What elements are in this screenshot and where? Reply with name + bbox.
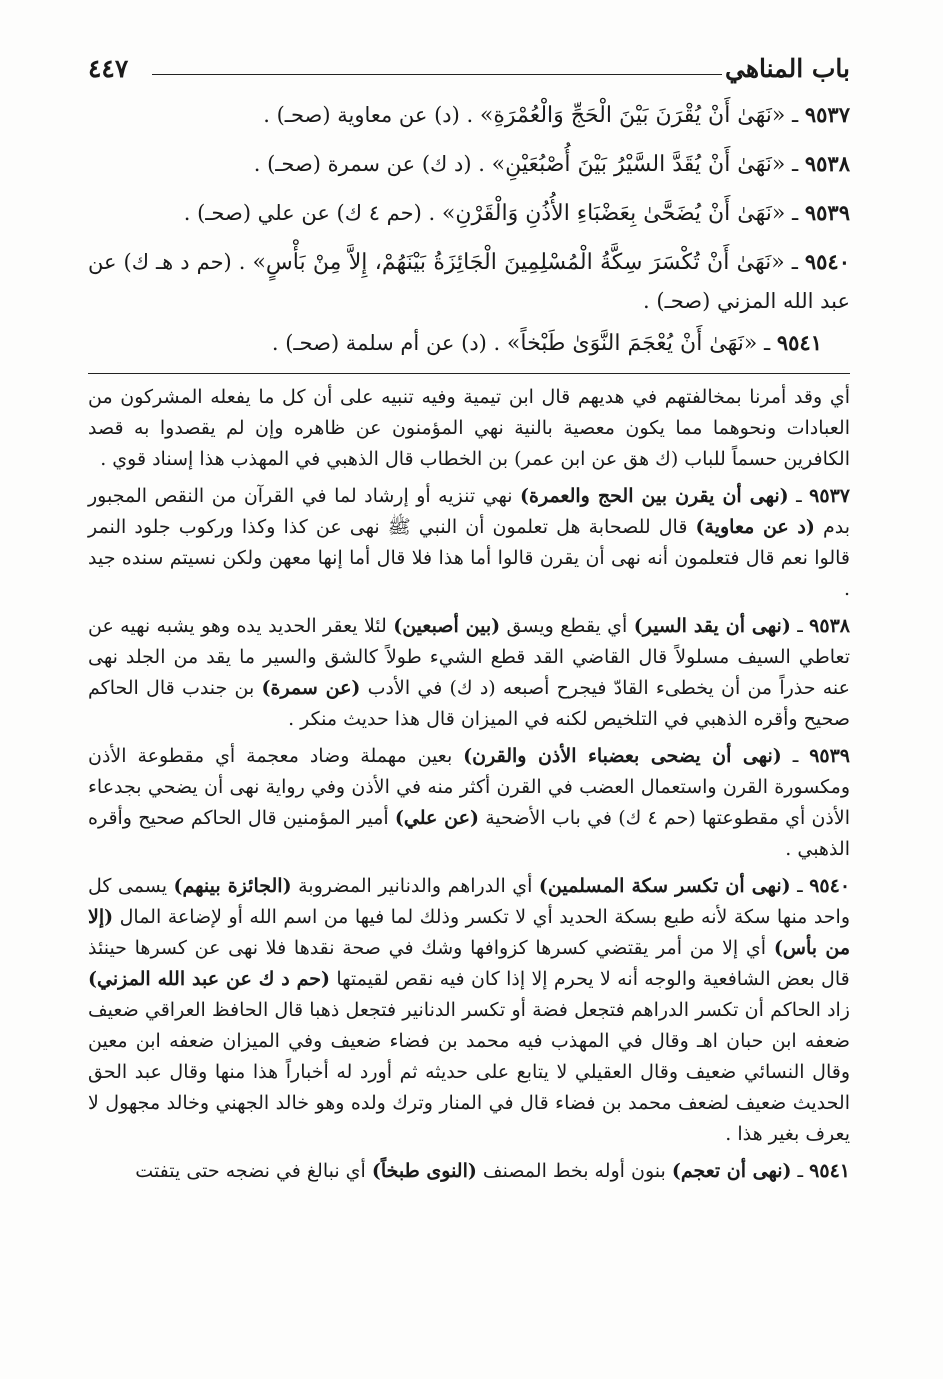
page-number: ٤٤٧ xyxy=(88,54,129,83)
commentary-9538: ٩٥٣٨ ـ (نهى أن يقد السير) أي يقطع ويسق (بين أصبعين) لئلا يعقر الحديد يده وهو يشبه نهيه عن تعاطي السيف مسلولاً قال القاضي القد قطع الشيء طولاً كالشق والسير ما يقد من الجلد نهى عنه حذراً من أن يخطىء القادّ فيجرح أصبعه (د ك) في الأدب (عن سمرة) بن جندب قال الحاكم صحيح وأقره الذهبي في التلخيص لكنه في الميزان قال هذا حديث منكر . xyxy=(88,615,850,730)
commentary-heading: (نهى أن تعجم) xyxy=(671,1160,792,1182)
commentary-text: زاد الحاكم أن تكسر الدراهم فتجعل فضة أو تكسر الدنانير فتجعل ذهبا قال الحافظ العراقي ضعيف ضعفه ابن حبان اهـ وقال في المهذب فيه محمد بن فضاء ضعيف وفي الميزان ضعفه ابن معين وقال النسائي ضعيف وقال العقيلي لا يتابع على حديثه ثم أورد له أخباراً هذا منها وقال عبد الحق الحديث ضعيف لضعف محمد بن فضاء قال في المنار وترك ولده وهو خالد الجهني وخالد مجهول لا يعرف بغير هذا . xyxy=(88,999,850,1145)
hadith-number: ٩٥٤٠ xyxy=(804,249,850,274)
hadith-text: «نَهَىٰ أَنْ يُقْرَنَ بَيْنَ الْحَجِّ وَالْعُمْرَةِ» xyxy=(479,103,786,128)
commentary-text: أي يقطع ويسق xyxy=(506,615,628,637)
commentary-text: لئلا يعقر الحديد يده وهو يشبه نهيه عن تعاطي السيف مسلولاً قال القاضي القد قطع الشيء طولاً كالشق والسير ما يقد من الجلد نهى عنه حذراً من أن يخطىء القادّ فيجرح أصبعه (د ك) في الأدب xyxy=(88,615,850,699)
hadith-source: (د) عن معاوية (صحـ) . xyxy=(263,103,460,127)
hadith-9537: ٩٥٣٧ ـ «نَهَىٰ أَنْ يُقْرَنَ بَيْنَ الْحَجِّ وَالْعُمْرَةِ» . (د) عن معاوية (صحـ) . xyxy=(263,102,850,128)
hadith-number: ٩٥٣٧ xyxy=(804,102,850,127)
commentary-reference: (عن سمرة) xyxy=(261,677,361,699)
commentary-text: أي الدراهم والدنانير المضروبة xyxy=(298,875,533,897)
hadith-9539: ٩٥٣٩ ـ «نَهَىٰ أَنْ يُضَحَّىٰ بِعَضْبَاءِ الأُذُنِ وَالْقَرْنِ» . (حم ٤ ك) عن علي (صحـ) . xyxy=(183,200,850,226)
commentary-intro: أي وقد أمرنا بمخالفتهم في هديهم قال ابن تيمية وفيه تنبيه على أن كل ما يفعله المشركون من العبادات ونحوهما مما يكون معصية بالنية نهي المؤمنون عن ظاهره وإن لم يقصدوا به قصد الكافرين حسماً للباب (ك هق عن ابن عمر) بن الخطاب قال الذهبي في المهذب هذا إسناد قوي . xyxy=(88,386,850,470)
commentary-number: ٩٥٣٩ xyxy=(809,745,851,767)
hadith-9540: ٩٥٤٠ ـ «نَهَىٰ أَنْ تُكْسَرَ سِكَّةُ الْمُسْلِمِينَ الْجَائِزَةُ بَيْنَهُمْ، إِلاَّ مِنْ بَأْسٍ» . (حم د هـ ك) عن عبد الله المزني (صحـ) . xyxy=(88,249,850,313)
hadith-number: ٩٥٤١ xyxy=(776,330,822,355)
commentary-text: أي إلا من أمر يقتضي كسرها كزوافها وشك في صحة نقدها فلا نهى عن كسرها حينئذ قال بعض الشافعية والوجه أنه لا يحرم إلا إذا كان فيه نقص لقيمتها xyxy=(88,937,850,990)
commentary-heading: (نهى أن يضحى بعضباء الأذن والقرن) xyxy=(463,745,782,767)
commentary-number: ٩٥٤٠ xyxy=(809,875,851,897)
commentary-number: ٩٥٤١ xyxy=(809,1160,850,1182)
hadith-source: (د) عن أم سلمة (صحـ) . xyxy=(271,331,487,355)
commentary-text: قال للصحابة هل تعلمون أن النبي ﷺ نهى عن كذا وكذا وركوب جلود النمر قالوا نعم قال فتعلمون أنه نهى أن يقرن قالوا أما هذا فلا قال أما إنها معهن ولكن نسيتم سنده جيد . xyxy=(88,516,850,600)
commentary-text: أي نبالغ في نضجه حتى يتفتت xyxy=(135,1160,366,1182)
commentary-9541: ٩٥٤١ ـ (نهى أن تعجم) بنون أوله بخط المصنف (النوى طبخاً) أي نبالغ في نضجه حتى يتفتت xyxy=(135,1160,850,1182)
commentary-heading: (نهى أن يقد السير) xyxy=(633,615,791,637)
commentary-quote: (إلا من بأس) xyxy=(88,906,851,959)
chapter-title: باب المناهي xyxy=(724,54,850,83)
commentary-number: ٩٥٣٨ xyxy=(809,615,850,637)
hadith-list xyxy=(88,96,850,363)
hadith-text: «نَهَىٰ أَنْ يُضَحَّىٰ بِعَضْبَاءِ الأُذُنِ وَالْقَرْنِ» xyxy=(441,201,786,226)
commentary-text: بعين مهملة وضاد معجمة أي مقطوعة الأذن ومكسورة القرن واستعمال العضب في القرن أكثر منه في الأذن وفي رواية نهى أن يضحي بجدعاء الأذن أي مقطوعتها (حم ٤ ك) في باب الأضحية xyxy=(88,745,850,829)
commentary-text: بنون أوله بخط المصنف xyxy=(482,1160,666,1182)
commentary-quote: (بين أصبعين) xyxy=(393,615,501,637)
commentary-text: أمير المؤمنين قال الحاكم صحيح وأقره الذهبي . xyxy=(88,807,850,860)
commentary-reference: (د عن معاوية) xyxy=(695,516,815,538)
page xyxy=(88,48,850,1193)
running-header xyxy=(88,48,850,88)
hadith-9541: ٩٥٤١ ـ «نَهَىٰ أَنْ يُعْجَمَ النَّوَىٰ طَبْخاً» . (د) عن أم سلمة (صحـ) . xyxy=(271,330,822,356)
hadith-source: (حم ٤ ك) عن علي (صحـ) . xyxy=(183,201,422,225)
hadith-text: «نَهَىٰ أَنْ يُعْجَمَ النَّوَىٰ طَبْخاً» xyxy=(506,331,758,356)
commentary xyxy=(88,382,850,1187)
section-divider xyxy=(88,373,850,374)
commentary-reference: (حم د ك عن عبد الله المزني) xyxy=(88,968,331,990)
commentary-9537: ٩٥٣٧ ـ (نهى أن يقرن بين الحج والعمرة) نهي تنزيه أو إرشاد لما في القرآن من النقص المجبور بدم (د عن معاوية) قال للصحابة هل تعلمون أن النبي ﷺ نهى عن كذا وكذا وركوب جلود النمر قالوا نعم قال فتعلمون أنه نهى أن يقرن قالوا أما هذا فلا قال أما إنها معهن ولكن نسيتم سنده جيد . xyxy=(88,485,850,600)
commentary-quote: (النوى طبخاً) xyxy=(371,1160,477,1182)
hadith-number: ٩٥٣٨ xyxy=(804,151,850,176)
hadith-number: ٩٥٣٩ xyxy=(804,200,850,225)
header-rule xyxy=(152,74,722,75)
hadith-9538: ٩٥٣٨ ـ «نَهَىٰ أَنْ يُقَدَّ السَّيْرُ بَيْنَ أُصْبُعَيْنِ» . (د ك) عن سمرة (صحـ) . xyxy=(253,151,850,177)
commentary-number: ٩٥٣٧ xyxy=(809,485,850,507)
commentary-reference: (عن علي) xyxy=(394,807,479,829)
commentary-9539: ٩٥٣٩ ـ (نهى أن يضحى بعضباء الأذن والقرن) بعين مهملة وضاد معجمة أي مقطوعة الأذن ومكسورة القرن واستعمال العضب في القرن أكثر منه في الأذن وفي رواية نهى أن يضحي بجدعاء الأذن أي مقطوعتها (حم ٤ ك) في باب الأضحية (عن علي) أمير المؤمنين قال الحاكم صحيح وأقره الذهبي . xyxy=(88,745,851,860)
commentary-text: بن جندب قال الحاكم صحيح وأقره الذهبي في التلخيص لكنه في الميزان قال هذا حديث منكر . xyxy=(88,677,850,730)
commentary-text: نهي تنزيه أو إرشاد لما في القرآن من النقص المجبور بدم xyxy=(88,485,850,538)
hadith-source: (حم د هـ ك) عن عبد الله المزني (صحـ) . xyxy=(88,250,850,313)
hadith-text: «نَهَىٰ أَنْ يُقَدَّ السَّيْرُ بَيْنَ أُصْبُعَيْنِ» xyxy=(491,152,786,177)
commentary-quote: (الجائزة بينهم) xyxy=(173,875,292,897)
commentary-text: يسمى كل واحد منها سكة لأنه طبع بسكة الحديد أي لا تكسر وذلك لما فيها من اسم الله أو لإضاعة المال xyxy=(88,875,850,928)
commentary-heading: (نهى أن يقرن بين الحج والعمرة) xyxy=(520,485,789,507)
hadith-source: (د ك) عن سمرة (صحـ) . xyxy=(253,152,472,176)
hadith-text: «نَهَىٰ أَنْ تُكْسَرَ سِكَّةُ الْمُسْلِمِينَ الْجَائِزَةُ بَيْنَهُمْ، إِلاَّ مِنْ بَأْسٍ» xyxy=(252,250,785,275)
commentary-heading: (نهى أن تكسر سكة المسلمين) xyxy=(538,875,791,897)
commentary-9540: ٩٥٤٠ ـ (نهى أن تكسر سكة المسلمين) أي الدراهم والدنانير المضروبة (الجائزة بينهم) يسمى كل واحد منها سكة لأنه طبع بسكة الحديد أي لا تكسر وذلك لما فيها من اسم الله أو لإضاعة المال (إلا من بأس) أي إلا من أمر يقتضي كسرها كزوافها وشك في صحة نقدها فلا نهى عن كسرها حينئذ قال بعض الشافعية والوجه أنه لا يحرم إلا إذا كان فيه نقص لقيمتها (حم د ك عن عبد الله المزني) زاد الحاكم أن تكسر الدراهم فتجعل فضة أو تكسر الدنانير فتجعل ذهبا قال الحافظ العراقي ضعيف ضعفه ابن حبان اهـ وقال في المهذب فيه محمد بن فضاء ضعيف وفي الميزان ضعفه ابن معين وقال النسائي ضعيف وقال العقيلي لا يتابع على حديثه ثم أورد له أخباراً هذا منها وقال عبد الحق الحديث ضعيف لضعف محمد بن فضاء قال في المنار وترك ولده وهو خالد الجهني وخالد مجهول لا يعرف بغير هذا . xyxy=(88,875,851,1145)
